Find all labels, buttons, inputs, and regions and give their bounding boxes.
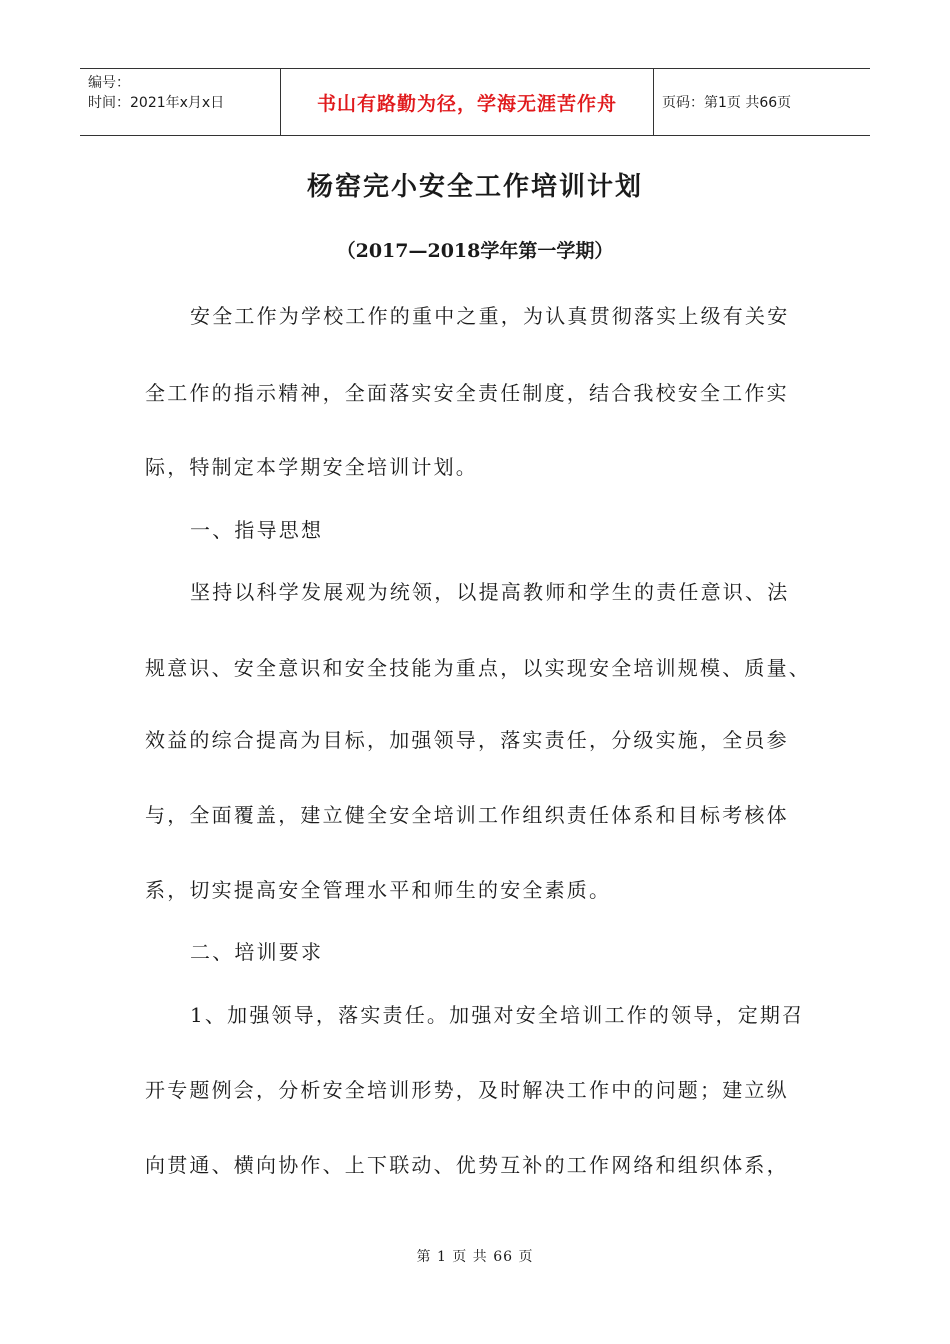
body-line: 开专题例会，分析安全培训形势，及时解决工作中的问题；建立纵: [145, 1078, 789, 1102]
header-motto-cell: [281, 69, 654, 135]
document-subtitle: （2017—2018学年第一学期）: [336, 240, 614, 262]
body-line: 坚持以科学发展观为统领，以提高教师和学生的责任意识、法: [190, 580, 790, 604]
body-line: 向贯通、横向协作、上下联动、优势互补的工作网络和组织体系，: [145, 1153, 789, 1177]
body-line: 效益的综合提高为目标，加强领导，落实责任，分级实施，全员参: [145, 728, 789, 752]
document-title: 杨窑完小安全工作培训计划: [306, 172, 643, 202]
body-line: 全工作的指示精神，全面落实安全责任制度，结合我校安全工作实: [145, 381, 789, 405]
body-line: 规意识、安全意识和安全技能为重点，以实现安全培训规模、质量、: [145, 656, 811, 680]
section-heading: 一、指导思想: [190, 518, 324, 542]
date-label: 时间：2021年x月x日: [88, 95, 225, 111]
header-table: [80, 68, 870, 136]
body-line: 1、加强领导，落实责任。加强对安全培训工作的领导，定期召: [190, 1003, 805, 1027]
body-line: 系，切实提高安全管理水平和师生的安全素质。: [145, 878, 612, 902]
body-line: 安全工作为学校工作的重中之重，为认真贯彻落实上级有关安: [190, 304, 790, 328]
page-footer: 第 1 页 共 66 页: [416, 1249, 534, 1265]
section-heading: 二、培训要求: [190, 940, 324, 964]
header-page-cell: [654, 69, 870, 135]
header-meta-cell: [80, 69, 281, 135]
number-label: 编号：: [88, 75, 130, 91]
page-info: 页码：第1页 共66页: [662, 95, 792, 111]
body-line: 际，特制定本学期安全培训计划。: [145, 455, 478, 479]
motto-text: 书山有路勤为径，学海无涯苦作舟: [316, 92, 617, 115]
body-line: 与，全面覆盖，建立健全安全培训工作组织责任体系和目标考核体: [145, 803, 789, 827]
